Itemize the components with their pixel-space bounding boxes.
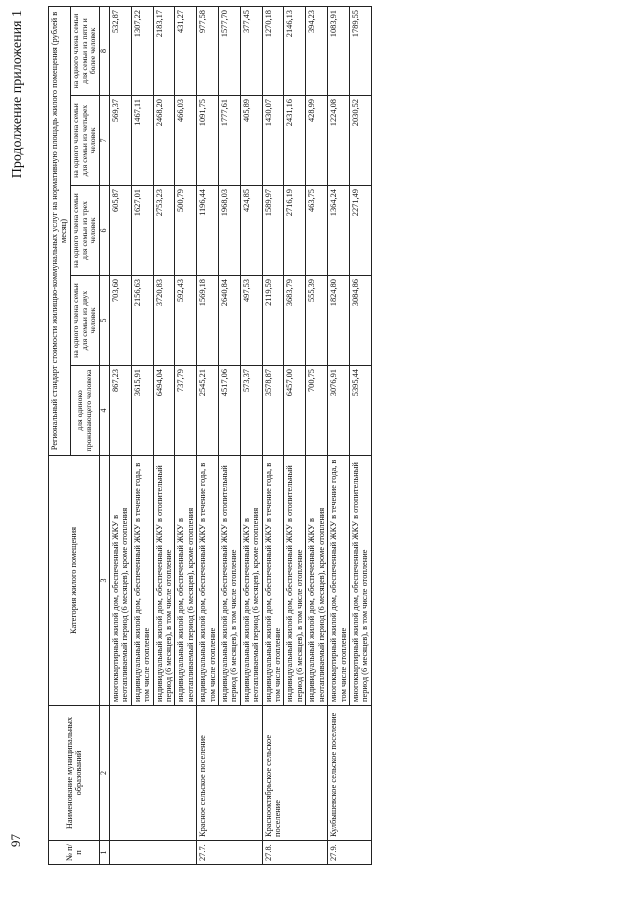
row-category: индивидуальный жилой дом, обеспеченный ЖКУ в отопительный период (6 месяцев), в том числе отопление (153, 456, 175, 706)
value-cell: 424,85 (240, 186, 262, 276)
value-cell: 3578,87 (262, 366, 284, 456)
value-cell: 2183,17 (153, 7, 175, 96)
regional-standard-table (48, 6, 372, 865)
index-cell: 2 (99, 706, 109, 841)
value-cell: 2753,23 (153, 186, 175, 276)
value-cell: 1364,24 (328, 186, 350, 276)
value-cell: 3076,91 (328, 366, 350, 456)
value-cell: 2156,63 (131, 276, 153, 366)
row-number (109, 841, 196, 865)
value-cell: 737,79 (175, 366, 197, 456)
row-number: 27.7. (197, 841, 262, 865)
municipality-name: Кулбышевское сельское поселение (328, 706, 372, 841)
header-sub-2: на одного члена семьи для семьи из двух человек (70, 276, 99, 366)
value-cell: 1824,80 (328, 276, 350, 366)
table-row (197, 7, 219, 865)
value-cell: 497,53 (240, 276, 262, 366)
value-cell: 377,45 (240, 7, 262, 96)
row-number: 27.8. (262, 841, 327, 865)
value-cell: 1430,07 (262, 96, 284, 186)
value-cell: 2431,16 (284, 96, 306, 186)
table-row (109, 7, 131, 865)
header-sub-3: на одного члена семьи для семьи из трех человек (70, 186, 99, 276)
value-cell: 1083,91 (328, 7, 350, 96)
value-cell: 1627,01 (131, 186, 153, 276)
continuation-title: Продолжение приложения 1 (10, 10, 25, 179)
value-cell: 6457,00 (284, 366, 306, 456)
value-cell: 1307,22 (131, 7, 153, 96)
value-cell: 2545,21 (197, 366, 219, 456)
value-cell: 1196,44 (197, 186, 219, 276)
row-number: 27.9. (328, 841, 372, 865)
row-category: многоквартирный жилой дом, обеспеченный ЖКУ в отопительный период (6 месяцев), в том числе отопление (349, 456, 371, 706)
table-row (328, 7, 350, 865)
value-cell: 977,58 (197, 7, 219, 96)
value-cell: 555,39 (306, 276, 328, 366)
index-cell: 5 (99, 276, 109, 366)
row-category: индивидуальный жилой дом, обеспеченный ЖКУ в отопительный период (6 месяцев), в том числе отопление (284, 456, 306, 706)
header-sub-4: на одного члена семьи для семьи из четырех человек (70, 96, 99, 186)
value-cell: 1091,75 (197, 96, 219, 186)
header-standard: Региональный стандарт стоимости жилищно-коммунальных услуг на нормативную площадь жилого помещения (рублей в месяц) (49, 7, 71, 456)
value-cell: 569,37 (109, 96, 131, 186)
value-cell: 500,79 (175, 186, 197, 276)
row-category: многоквартирный жилой дом, обеспеченный ЖКУ в течение года, в том числе отопление (328, 456, 350, 706)
row-category: индивидуальный жилой дом, обеспеченный ЖКУ в течение года, в том числе отопление (197, 456, 219, 706)
index-cell: 8 (99, 7, 109, 96)
value-cell: 2716,19 (284, 186, 306, 276)
header-sub-1: для одиноко проживающего человека (70, 366, 99, 456)
value-cell: 428,99 (306, 96, 328, 186)
row-category: индивидуальный жилой дом, обеспеченный ЖКУ в неотапливаемый период (6 месяцев), кроме отопления (240, 456, 262, 706)
value-cell: 394,23 (306, 7, 328, 96)
value-cell: 703,60 (109, 276, 131, 366)
value-cell: 2146,13 (284, 7, 306, 96)
row-category: индивидуальный жилой дом, обеспеченный ЖКУ в отопительный период (6 месяцев), в том числе отопление (219, 456, 241, 706)
index-cell: 6 (99, 186, 109, 276)
value-cell: 867,23 (109, 366, 131, 456)
header-category: Категория жилого помещения (49, 456, 100, 706)
value-cell: 1569,18 (197, 276, 219, 366)
value-cell: 466,03 (175, 96, 197, 186)
value-cell: 1777,61 (219, 96, 241, 186)
value-cell: 3720,83 (153, 276, 175, 366)
value-cell: 2119,59 (262, 276, 284, 366)
value-cell: 532,87 (109, 7, 131, 96)
value-cell: 1577,70 (219, 7, 241, 96)
index-cell: 1 (99, 841, 109, 865)
value-cell: 463,75 (306, 186, 328, 276)
value-cell: 1968,03 (219, 186, 241, 276)
header-num: № п/п (49, 841, 100, 865)
value-cell: 2271,49 (349, 186, 371, 276)
value-cell: 405,89 (240, 96, 262, 186)
value-cell: 2030,52 (349, 96, 371, 186)
row-category: индивидуальный жилой дом, обеспеченный ЖКУ в неотапливаемый период (6 месяцев), кроме отопления (306, 456, 328, 706)
index-cell: 4 (99, 366, 109, 456)
value-cell: 2468,20 (153, 96, 175, 186)
header-sub-5: на одного члена семьи для семьи из пяти и более человек (70, 7, 99, 96)
row-category: индивидуальный жилой дом, обеспеченный ЖКУ в неотапливаемый период (6 месяцев), кроме отопления (175, 456, 197, 706)
value-cell: 1270,18 (262, 7, 284, 96)
value-cell: 605,87 (109, 186, 131, 276)
value-cell: 592,43 (175, 276, 197, 366)
value-cell: 3084,86 (349, 276, 371, 366)
value-cell: 1224,08 (328, 96, 350, 186)
value-cell: 1467,11 (131, 96, 153, 186)
municipality-name: Краснооктябрьское сельское поселение (262, 706, 327, 841)
index-cell: 7 (99, 96, 109, 186)
municipality-name (109, 706, 196, 841)
row-category: многоквартирный жилой дом, обеспеченный ЖКУ в неотапливаемый период (6 месяцев), кроме отопления (109, 456, 131, 706)
value-cell: 3683,79 (284, 276, 306, 366)
row-category: индивидуальный жилой дом, обеспеченный ЖКУ в течение года, в том числе отопление (262, 456, 284, 706)
value-cell: 700,75 (306, 366, 328, 456)
value-cell: 573,37 (240, 366, 262, 456)
table-row (262, 7, 284, 865)
value-cell: 2640,84 (219, 276, 241, 366)
value-cell: 431,27 (175, 7, 197, 96)
value-cell: 1789,55 (349, 7, 371, 96)
value-cell: 4517,06 (219, 366, 241, 456)
value-cell: 1589,97 (262, 186, 284, 276)
value-cell: 5395,44 (349, 366, 371, 456)
municipality-name: Красное сельское поселение (197, 706, 262, 841)
row-category: индивидуальный жилой дом, обеспеченный ЖКУ в течение года, в том числе отопление (131, 456, 153, 706)
value-cell: 6494,04 (153, 366, 175, 456)
index-cell: 3 (99, 456, 109, 706)
value-cell: 3615,91 (131, 366, 153, 456)
page-number: 97 (8, 834, 23, 847)
header-name: Наименование муниципальных образований (49, 706, 100, 841)
